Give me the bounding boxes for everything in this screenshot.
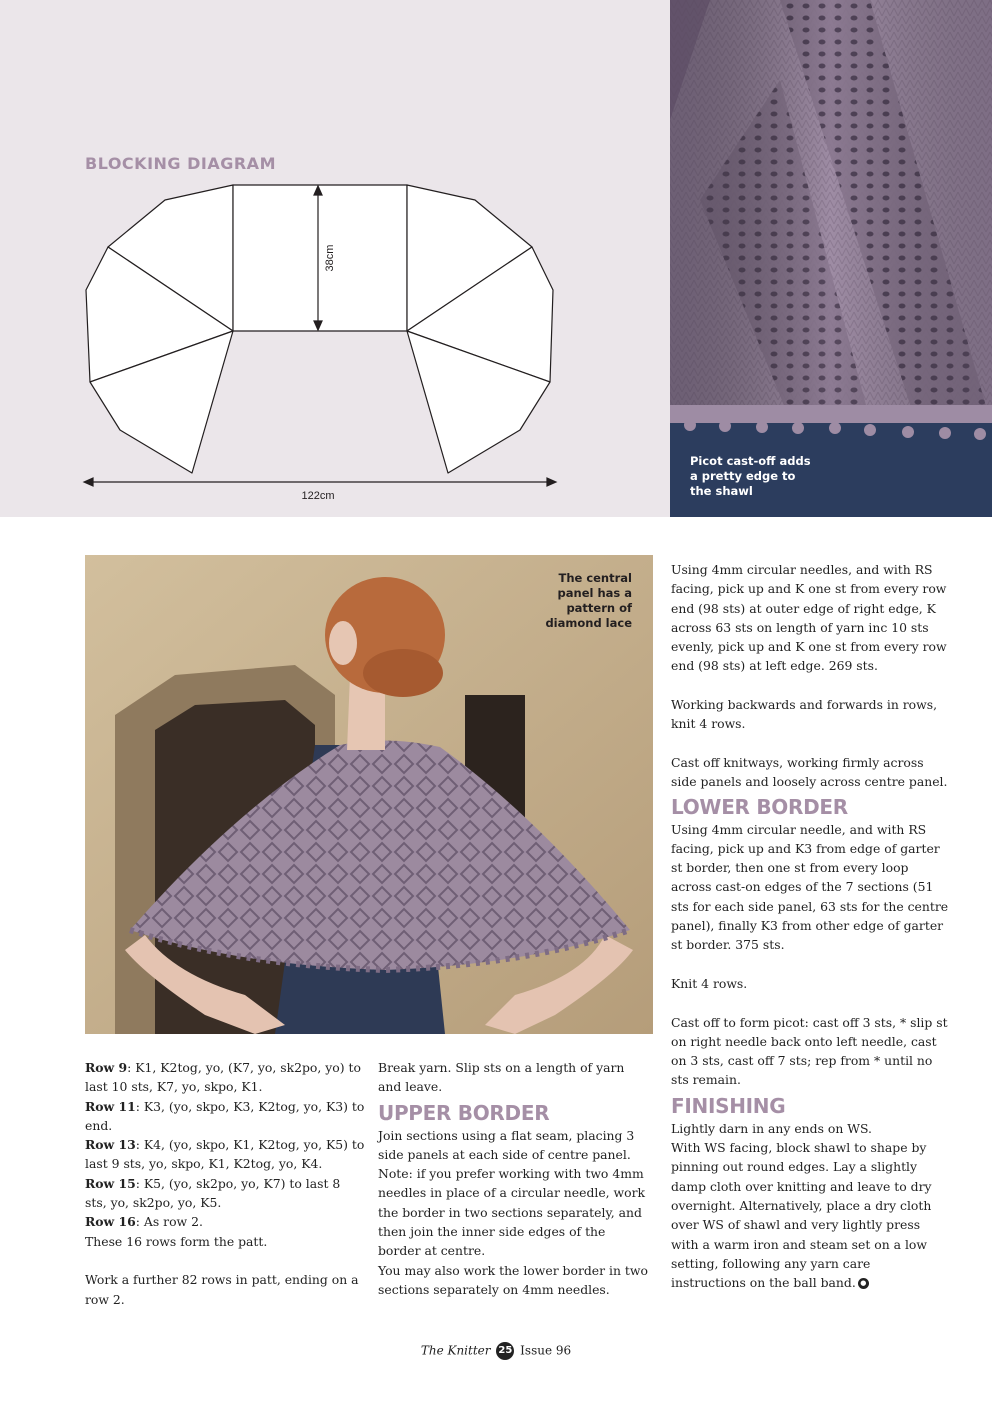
pattern-row: Row 11: K3, (yo, skpo, K3, K2tog, yo, K3) to end. (85, 1098, 365, 1133)
lower-border-heading: LOWER BORDER (671, 794, 848, 819)
finishing-block: With WS facing, block shawl to shape by pinning out round edges. Lay a slightly damp cloth over knitting and leave to dry overnight. Alternatively, place a dry cloth over WS of shawl and very lightly press with a warm iron and steam set on a low setting, following any yarn care instructions on the ball band. ● (671, 1140, 932, 1291)
break-yarn-text: Break yarn. Slip sts on a length of yarn and leave. (378, 1060, 625, 1095)
pattern-row: Row 16: As row 2. (85, 1214, 203, 1230)
lower-border-knit: Knit 4 rows. (671, 975, 748, 991)
pattern-row: Row 15: K5, (yo, sk2po, yo, K7) to last 8 sts, yo, sk2po, yo, K5. (85, 1175, 341, 1211)
pick-up-text: Using 4mm circular needles, and with RS facing, pick up and K one st from every row end (98 sts) at outer edge of right edge, K across 63 sts on length of yarn inc 10 sts evenly, pick up and K one st from every row end (98 sts) at left edge. 269 sts. (671, 562, 947, 674)
knit-rows-text: Working backwards and forwards in rows, knit 4 rows. (671, 697, 938, 732)
upper-border-note: Note: if you prefer working with two 4mm needles in place of a circular needle, work the border in two sections separately, and then join the inner side edges of the border at centre. (378, 1166, 646, 1259)
page-footer (0, 1342, 992, 1360)
width-label: 122cm (301, 490, 335, 502)
column-3 (671, 560, 949, 1292)
finishing-darn: Lightly darn in any ends on WS. (671, 1120, 872, 1136)
issue-number: Issue 96 (520, 1343, 572, 1358)
lower-border-text: Using 4mm circular needle, and with RS facing, pick up and K3 from edge of garter st border, then one st from every loop across cast-on edges of the 7 sections (51 sts for each side panel, 63 sts for the centre panel), finally K3 from other edge of garter st border. 375 sts. (671, 821, 949, 953)
magazine-name: The Knitter (420, 1343, 491, 1358)
column-2 (378, 1058, 648, 1299)
upper-border-alt: You may also work the lower border in two sections separately on 4mm needles. (378, 1262, 648, 1297)
cast-off-text: Cast off knitways, working firmly across side panels and loosely across centre panel. (671, 754, 948, 790)
pattern-row: Row 13: K4, (yo, skpo, K1, K2tog, yo, K5) to last 9 sts, yo, skpo, K1, K2tog, yo, K4. (85, 1137, 365, 1172)
centre-panel (233, 185, 407, 331)
upper-border-text: Join sections using a flat seam, placing 3 side panels at each side of centre panel. (378, 1127, 635, 1162)
picot-cast-off-text: Cast off to form picot: cast off 3 sts, * slip st on right needle back onto left needle, cast on 3 sts, cast off 7 sts; rep from * until no sts remain. (671, 1014, 948, 1088)
knit-detail-caption: Picot cast-off adds a pretty edge to the shawl (690, 454, 811, 498)
finishing-heading: FINISHING (671, 1093, 786, 1118)
column-1 (85, 1058, 365, 1309)
patt-note: These 16 rows form the patt. (85, 1233, 268, 1249)
page-number: 25 (496, 1342, 514, 1360)
upper-border-heading: UPPER BORDER (378, 1100, 550, 1125)
height-label: 38cm (324, 244, 336, 272)
end-mark-icon: ● (858, 1278, 869, 1289)
shawl-model-caption: The central panel has a pattern of diamond lace (545, 571, 632, 630)
blocking-diagram (0, 0, 670, 517)
pattern-row: Row 9: K1, K2tog, yo, (K7, yo, sk2po, yo) to last 10 sts, K7, yo, skpo, K1. (85, 1060, 361, 1095)
diagram-title: BLOCKING DIAGRAM (85, 154, 276, 173)
further-rows: Work a further 82 rows in patt, ending on a row 2. (85, 1272, 359, 1307)
knit-detail-photo (670, 0, 992, 517)
